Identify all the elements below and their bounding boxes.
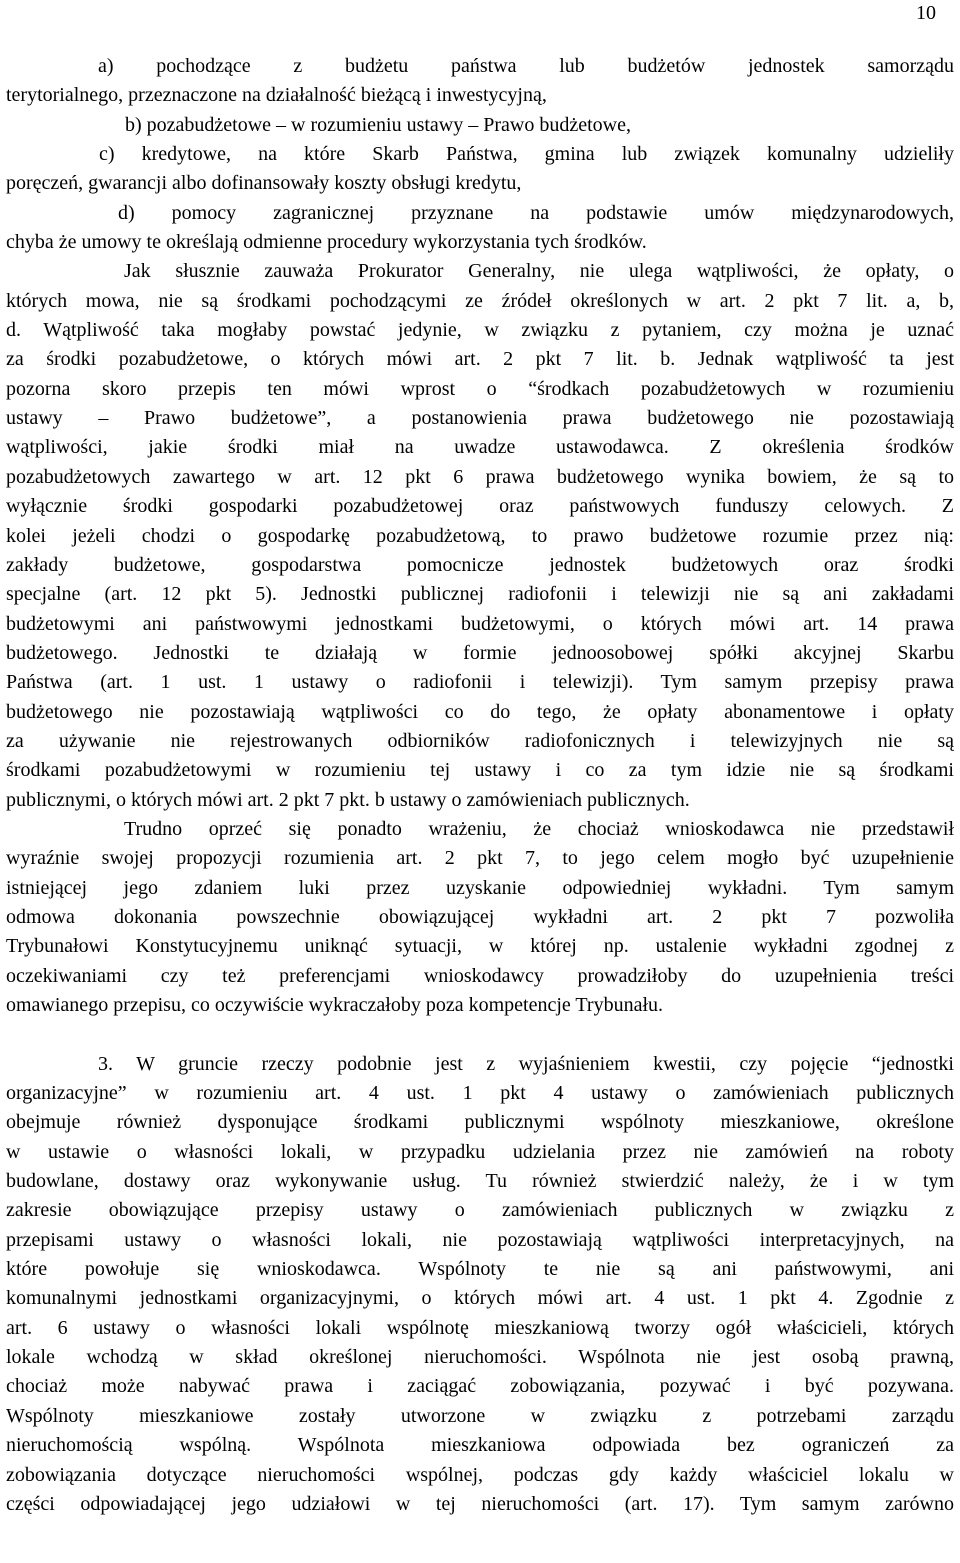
text-line: chyba że umowy te określają odmienne procedury wykorzystania tych środków. (6, 231, 647, 254)
text-line: budowlane, dostawy oraz wykonywanie usług. Tu również stwierdzić należy, że i w tym (6, 1170, 954, 1193)
text-line: zobowiązania dotyczące nieruchomości wspólnej, podczas gdy każdy właściciel lokalu w (6, 1463, 954, 1486)
text-line: organizacyjne” w rozumieniu art. 4 ust. 1 pkt 4 ustawy o zamówieniach publicznych (6, 1082, 954, 1105)
text-line: budżetowego. Jednostki te działają w formie jednoosobowej spółki akcyjnej Skarbu (6, 641, 954, 664)
text-line: w ustawie o własności lokali, w przypadku udzielania przez nie zamówień na roboty (6, 1140, 954, 1163)
text-line: pozabudżetowych zawartego w art. 12 pkt 6 prawa budżetowego wynika bowiem, że są to (6, 465, 954, 488)
text-line: lokale wchodzą w skład określonej nieruchomości. Wspólnota nie jest osobą prawną, (6, 1346, 954, 1369)
text-line: oczekiwaniami czy też preferencjami wnioskodawcy prowadziłoby do uzupełnienia treści (6, 964, 954, 987)
text-line: za używanie nie rejestrowanych odbiorników radiofonicznych i telewizyjnych nie są (6, 729, 954, 752)
text-line: b) pozabudżetowe – w rozumieniu ustawy – Prawo budżetowe, (125, 113, 631, 136)
text-line: zakłady budżetowe, gospodarstwa pomocnicze jednostek budżetowych oraz środki (6, 553, 954, 576)
text-line: odmowa dokonania powszechnie obowiązującej wykładni art. 2 pkt 7 pozwoliła (6, 905, 954, 928)
text-line: publicznymi, o których mówi art. 2 pkt 7 pkt. b ustawy o zamówieniach publicznych. (6, 788, 690, 811)
document-body (6, 52, 954, 1519)
text-line: wyraźnie swojej propozycji rozumienia art. 2 pkt 7, to jego celem mogło być uzupełnienie (6, 847, 954, 870)
text-line: budżetowego nie pozostawiają wątpliwości co do tego, że opłaty abonamentowe i opłaty (6, 700, 954, 723)
text-line: 3. W gruncie rzeczy podobnie jest z wyjaśnieniem kwestii, czy pojęcie “jednostki (98, 1052, 954, 1075)
text-line: kolei jeżeli chodzi o gospodarkę pozabudżetową, to prawo budżetowe rozumie przez nią: (6, 524, 954, 547)
paragraph-gap (6, 1020, 954, 1049)
text-line: budżetowymi ani państwowymi jednostkami budżetowymi, o których mówi art. 14 prawa (6, 612, 954, 635)
text-line: Jak słusznie zauważa Prokurator Generalny, nie ulega wątpliwości, że opłaty, o (124, 260, 954, 283)
text-line: poręczeń, gwarancji albo dofinansowały koszty obsługi kredytu, (6, 172, 522, 195)
text-line: art. 6 ustawy o własności lokali wspólnotę mieszkaniową tworzy ogół właścicieli, których (6, 1316, 954, 1339)
text-line: d. Wątpliwość taka mogłaby powstać jedynie, w związku z pytaniem, czy można je uznać (6, 319, 954, 342)
text-line: d) pomocy zagranicznej przyznane na podstawie umów międzynarodowych, (118, 201, 954, 224)
text-line: nieruchomością wspólną. Wspólnota mieszkaniowa odpowiada bez ograniczeń za (6, 1434, 954, 1457)
text-line: komunalnymi jednostkami organizacyjnymi, o których mówi art. 4 ust. 1 pkt 4. Zgodnie z (6, 1287, 954, 1310)
text-line: obejmuje również dysponujące środkami publicznymi wspólnoty mieszkaniowe, określone (6, 1111, 954, 1134)
text-line: zakresie obowiązujące przepisy ustawy o zamówieniach publicznych w związku z (6, 1199, 954, 1222)
text-line: istniejącej jego zdaniem luki przez uzyskanie odpowiedniej wykładni. Tym samym (6, 876, 954, 899)
text-line: pozorna skoro przepis ten mówi wprost o “środkach pozabudżetowych w rozumieniu (6, 377, 954, 400)
text-line: wątpliwości, jakie środki miał na uwadze ustawodawca. Z określenia środków (6, 436, 954, 459)
text-line: przepisami ustawy o własności lokali, nie pozostawiają wątpliwości interpretacyjnych, na (6, 1228, 954, 1251)
text-line: ustawy – Prawo budżetowe”, a postanowienia prawa budżetowego nie pozostawiają (6, 407, 954, 430)
text-line: za środki pozabudżetowe, o których mówi art. 2 pkt 7 lit. b. Jednak wątpliwość ta jest (6, 348, 954, 371)
text-line: chociaż może nabywać prawa i zaciągać zobowiązania, pozywać i być pozywana. (6, 1375, 954, 1398)
text-line: c) kredytowe, na które Skarb Państwa, gmina lub związek komunalny udzieliły (99, 143, 954, 166)
text-line: omawianego przepisu, co oczywiście wykraczałoby poza kompetencje Trybunału. (6, 994, 664, 1016)
text-line: Wspólnoty mieszkaniowe zostały utworzone w związku z potrzebami zarządu (6, 1404, 954, 1427)
text-line: Trybunałowi Konstytucyjnemu uniknąć sytuacji, w której np. ustalenie wykładni zgodnej z (6, 935, 954, 958)
text-line: a) pochodzące z budżetu państwa lub budżetów jednostek samorządu (98, 55, 954, 77)
text-line: terytorialnego, przeznaczone na działalność bieżącą i inwestycyjną, (6, 84, 547, 107)
text-line: wyłącznie środki gospodarki pozabudżetowej oraz państwowych funduszy celowych. Z (6, 495, 954, 518)
text-line: które powołuje się wnioskodawca. Wspólnoty te nie są ani państwowymi, ani (6, 1258, 954, 1281)
text-line: części odpowiadającej jego udziałowi w tej nieruchomości (art. 17). Tym samym zarówno (6, 1492, 954, 1515)
text-line: specjalne (art. 12 pkt 5). Jednostki publicznej radiofonii i telewizji nie są ani zakładami (6, 583, 954, 606)
text-line: Trudno oprzeć się ponadto wrażeniu, że chociaż wnioskodawca nie przedstawił (124, 817, 954, 840)
text-line: Państwa (art. 1 ust. 1 ustawy o radiofonii i telewizji). Tym samym przepisy prawa (6, 671, 954, 694)
text-line: których mowa, nie są środkami pochodzącymi ze źródeł określonych w art. 2 pkt 7 lit. a, b, (6, 289, 954, 312)
page-number: 10 (916, 2, 936, 24)
text-line: środkami pozabudżetowymi w rozumieniu tej ustawy i co za tym idzie nie są środkami (6, 759, 954, 782)
